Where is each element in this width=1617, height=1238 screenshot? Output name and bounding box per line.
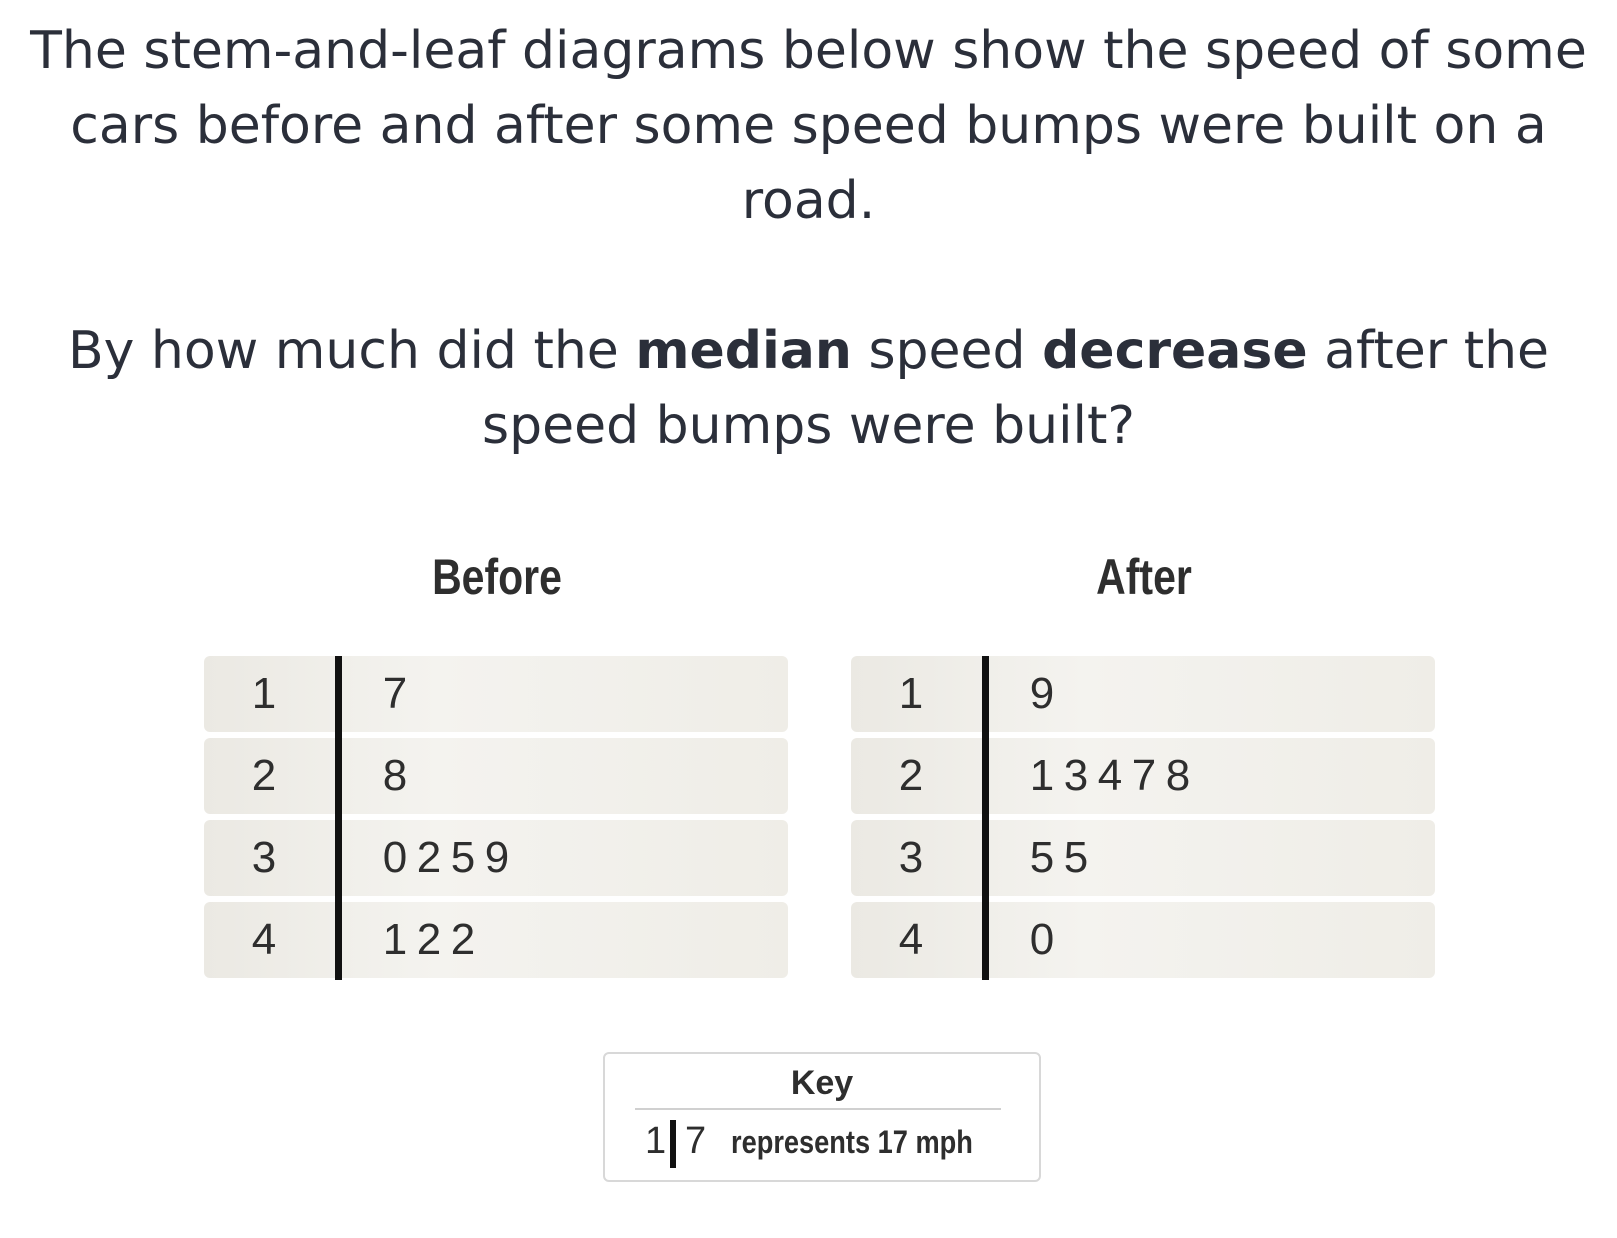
- leaf-values: [378, 820, 514, 896]
- key-bar: [670, 1120, 676, 1168]
- stem-value: 1: [898, 669, 924, 718]
- table-row: [204, 902, 788, 978]
- leaf-digit: 9: [1029, 669, 1055, 718]
- leaf-digit: 1: [382, 915, 408, 964]
- stem-value: 4: [251, 915, 277, 964]
- table-row: [851, 820, 1435, 896]
- key-stem: 1: [645, 1120, 667, 1162]
- table-row: [204, 820, 788, 896]
- after-title: After: [1096, 549, 1192, 605]
- leaf-digit: 2: [450, 915, 476, 964]
- question-bold-median: median: [635, 321, 852, 381]
- leaf-values: [378, 902, 480, 978]
- leaf-digit: 4: [1097, 751, 1123, 800]
- leaf-values: [1025, 820, 1093, 896]
- leaf-digit: 8: [1165, 751, 1191, 800]
- table-row: [851, 902, 1435, 978]
- leaf-digit: 5: [1029, 833, 1055, 882]
- leaf-digit: 9: [484, 833, 510, 882]
- leaf-digit: 2: [416, 915, 442, 964]
- intro-text: The stem-and-leaf diagrams below show the speed of some cars before and after some speed bumps were built on a road.: [30, 21, 1587, 231]
- stem-value: 3: [251, 833, 277, 882]
- before-stem-leaf-plot: [204, 656, 788, 980]
- stem-value: 4: [898, 915, 924, 964]
- leaf-digit: 2: [416, 833, 442, 882]
- leaf-digit: 7: [1131, 751, 1157, 800]
- leaf-digit: 1: [1029, 751, 1055, 800]
- leaf-digit: 5: [1063, 833, 1089, 882]
- leaf-values: [1025, 656, 1059, 732]
- leaf-digit: 8: [382, 751, 408, 800]
- stem-value: 1: [251, 669, 277, 718]
- key-title: Key: [790, 1064, 854, 1102]
- key-leaf: 7: [685, 1120, 707, 1162]
- key-divider-line: [635, 1108, 1001, 1110]
- stem-value: 2: [898, 751, 924, 800]
- stem-value: 2: [251, 751, 277, 800]
- table-row: [204, 738, 788, 814]
- stem-leaf-divider: [982, 656, 989, 980]
- question-part-1: By how much did the: [67, 321, 636, 381]
- question-part-3: after the speed bumps were built?: [482, 321, 1550, 456]
- leaf-digit: 7: [382, 669, 408, 718]
- table-row: [204, 656, 788, 732]
- question-part-2: speed: [851, 321, 1043, 381]
- after-stem-leaf-plot: [851, 656, 1435, 980]
- table-row: [851, 738, 1435, 814]
- leaf-digit: 0: [1029, 915, 1055, 964]
- stem-value: 3: [898, 833, 924, 882]
- leaf-values: [378, 738, 412, 814]
- leaf-values: [1025, 902, 1059, 978]
- before-title: Before: [432, 549, 562, 605]
- stem-leaf-divider: [335, 656, 342, 980]
- question-bold-decrease: decrease: [1042, 321, 1308, 381]
- key-box: [603, 1052, 1041, 1182]
- question-text: [0, 314, 1617, 464]
- leaf-digit: 3: [1063, 751, 1089, 800]
- leaf-digit: 0: [382, 833, 408, 882]
- leaf-values: [1025, 738, 1195, 814]
- table-row: [851, 656, 1435, 732]
- leaf-digit: 5: [450, 833, 476, 882]
- leaf-values: [378, 656, 412, 732]
- key-description: represents 17 mph: [731, 1124, 973, 1160]
